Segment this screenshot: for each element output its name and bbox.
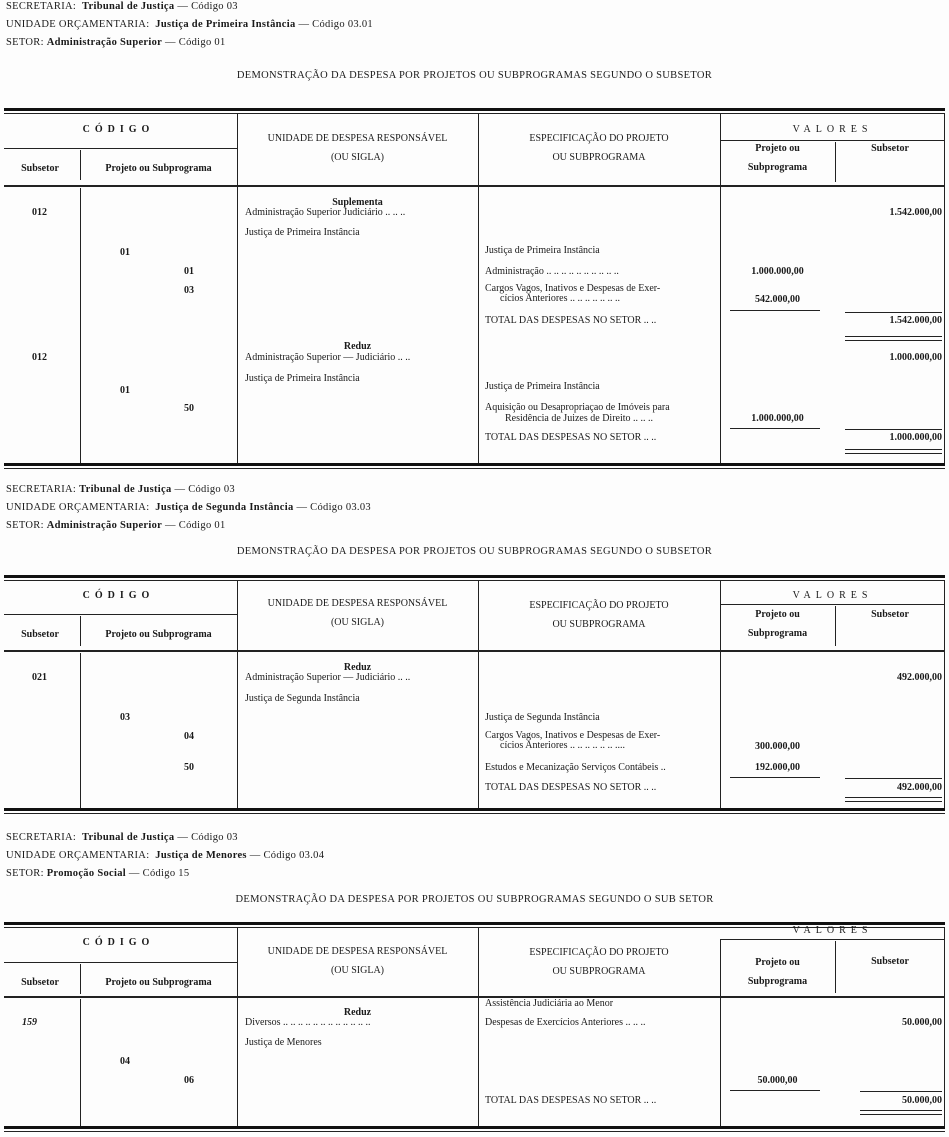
- unidade-text: Justiça de Primeira Instância: [245, 227, 360, 238]
- col-line: [944, 581, 945, 808]
- secretaria-code: — Código 03: [174, 484, 235, 495]
- header-projeto: Projeto ou Subprograma: [105, 163, 212, 174]
- spec-text: cícios Anteriores .. .. .. .. .. .. ....: [500, 740, 625, 751]
- unidade-text: Administração Superior — Judiciário .. ..: [245, 672, 411, 683]
- col-line: [80, 999, 81, 1126]
- unidade-code: — Código 03.03: [296, 502, 371, 513]
- divider: [4, 580, 945, 581]
- sum-line: [845, 312, 942, 313]
- projeto-code: 03: [120, 712, 130, 723]
- divider: [720, 140, 945, 141]
- subsetor-value: 1.542.000,00: [889, 207, 942, 218]
- projeto-value: 192.000,00: [755, 762, 800, 773]
- col-line: [835, 142, 836, 182]
- subprograma-code: 06: [184, 1075, 194, 1086]
- subsetor-value: 1.000.000,00: [889, 352, 942, 363]
- secretaria-line: [6, 1, 238, 13]
- header-subprograma: OU SUBPROGRAMA: [552, 152, 646, 163]
- setor-label: SETOR:: [6, 868, 44, 879]
- double-line: [845, 453, 942, 454]
- unidade-text: Administração Superior Judiciário .. .. ..: [245, 207, 406, 218]
- subprograma-code: 50: [184, 762, 194, 773]
- subprograma-code: 50: [184, 403, 194, 414]
- sum-line: [845, 429, 942, 430]
- subsetor-value: 50.000,00: [902, 1017, 942, 1028]
- col-line: [835, 606, 836, 646]
- secretaria-line: [6, 484, 235, 496]
- total-value: 50.000,00: [902, 1095, 942, 1106]
- header-unidade: UNIDADE DE DESPESA RESPONSÁVEL: [267, 133, 448, 144]
- secretaria-code: — Código 03: [177, 1, 238, 12]
- unidade-line: [6, 502, 371, 514]
- divider: [720, 604, 945, 605]
- header-subprograma: OU SUBPROGRAMA: [552, 966, 646, 977]
- secretaria-label: SECRETARIA:: [6, 1, 77, 12]
- projeto-value: 1.000.000,00: [751, 266, 804, 277]
- col-line: [80, 616, 81, 646]
- unidade-label: UNIDADE ORÇAMENTARIA:: [6, 502, 150, 513]
- setor-code: — Código 01: [165, 520, 226, 531]
- spec-text: Assistência Judiciária ao Menor: [485, 998, 614, 1009]
- divider: [4, 575, 945, 578]
- sum-line: [860, 1091, 942, 1092]
- subprograma-code: 04: [184, 731, 194, 742]
- header-val-projeto: Projeto ou: [755, 143, 800, 154]
- action-label: Suplementa: [332, 197, 383, 208]
- section-title: DEMONSTRAÇÃO DA DESPESA POR PROJETOS OU SUBPROGRAMAS SEGUNDO O SUBSETOR: [236, 546, 713, 557]
- header-subsetor: Subsetor: [21, 163, 59, 174]
- divider: [4, 108, 945, 111]
- col-line: [237, 928, 238, 1126]
- setor-line: [6, 520, 226, 532]
- col-line: [80, 150, 81, 180]
- double-line: [860, 1110, 942, 1111]
- divider: [4, 148, 237, 149]
- spec-text: Cargos Vagos, Inativos e Despesas de Exer-: [485, 730, 661, 741]
- col-line: [478, 581, 479, 808]
- secretaria-label: SECRETARIA:: [6, 832, 77, 843]
- subsetor-code: 012: [32, 352, 47, 363]
- double-line: [845, 449, 942, 450]
- header-subprograma: OU SUBPROGRAMA: [552, 619, 646, 630]
- total-value: 1.542.000,00: [889, 315, 942, 326]
- secretaria-code: — Código 03: [177, 832, 238, 843]
- col-line: [835, 941, 836, 993]
- secretaria-value: Tribunal de Justiça: [82, 832, 175, 843]
- divider: [4, 962, 237, 963]
- divider: [4, 1126, 945, 1129]
- setor-line: [6, 37, 226, 49]
- header-val-subprograma: Subprograma: [747, 628, 808, 639]
- divider: [4, 1131, 945, 1132]
- header-val-subsetor: Subsetor: [871, 143, 909, 154]
- header-unidade: UNIDADE DE DESPESA RESPONSÁVEL: [267, 598, 448, 609]
- projeto-code: 01: [120, 247, 130, 258]
- sum-line: [730, 777, 820, 778]
- section-title: DEMONSTRAÇÃO DA DESPESA POR PROJETOS OU SUBPROGRAMAS SEGUNDO O SUB SETOR: [235, 894, 714, 905]
- col-line: [720, 940, 721, 1126]
- sum-line: [730, 428, 820, 429]
- setor-code: — Código 15: [128, 868, 190, 879]
- projeto-value: 1.000.000,00: [751, 413, 804, 424]
- header-codigo: CÓDIGO: [82, 937, 155, 948]
- subsetor-value: 492.000,00: [897, 672, 942, 683]
- spec-text: Estudos e Mecanização Serviços Contábeis ..: [485, 762, 666, 773]
- projeto-code: 04: [120, 1056, 130, 1067]
- col-line: [944, 928, 945, 1126]
- header-val-projeto: Projeto ou: [755, 609, 800, 620]
- subprograma-code: 03: [184, 285, 194, 296]
- header-unidade-sigla: (OU SIGLA): [330, 965, 385, 976]
- divider: [4, 808, 945, 811]
- header-projeto: Projeto ou Subprograma: [105, 629, 212, 640]
- divider: [4, 113, 945, 114]
- total-label: TOTAL DAS DESPESAS NO SETOR .. ..: [485, 782, 657, 793]
- divider: [4, 614, 237, 615]
- subsetor-code: 159: [22, 1017, 37, 1028]
- double-line: [845, 801, 942, 802]
- unidade-line: [6, 19, 373, 31]
- setor-label: SETOR:: [6, 37, 44, 48]
- header-val-subprograma: Subprograma: [747, 162, 808, 173]
- col-line: [720, 114, 721, 463]
- setor-line: [6, 868, 189, 880]
- setor-value: Administração Superior: [46, 37, 163, 48]
- header-projeto: Projeto ou Subprograma: [105, 977, 212, 988]
- header-subsetor: Subsetor: [21, 977, 59, 988]
- header-valores: VALORES: [792, 124, 873, 135]
- projeto-value: 50.000,00: [757, 1075, 798, 1086]
- double-line: [845, 797, 942, 798]
- setor-value: Promoção Social: [46, 868, 126, 879]
- divider: [4, 468, 945, 469]
- sum-line: [845, 778, 942, 779]
- header-especificacao: ESPECIFICAÇÃO DO PROJETO: [529, 133, 669, 144]
- total-value: 1.000.000,00: [889, 432, 942, 443]
- divider: [4, 463, 945, 466]
- col-line: [80, 964, 81, 994]
- header-val-subprograma: Subprograma: [747, 976, 808, 987]
- spec-text: Administração .. .. .. .. .. .. .. .. .. ..: [485, 266, 619, 277]
- setor-code: — Código 01: [165, 37, 226, 48]
- header-unidade-sigla: (OU SIGLA): [330, 152, 385, 163]
- unidade-text: Administração Superior — Judiciário .. ..: [245, 352, 411, 363]
- header-valores: VALORES: [792, 590, 873, 601]
- unidade-text: Justiça de Segunda Instância: [245, 693, 360, 704]
- col-line: [478, 114, 479, 463]
- action-label: Reduz: [343, 341, 372, 352]
- unidade-code: — Código 03.04: [249, 850, 325, 861]
- spec-text: Justiça de Segunda Instância: [485, 712, 600, 723]
- total-label: TOTAL DAS DESPESAS NO SETOR .. ..: [485, 432, 657, 443]
- header-codigo: CÓDIGO: [82, 590, 155, 601]
- subsetor-code: 021: [32, 672, 47, 683]
- divider: [4, 185, 945, 187]
- header-val-projeto: Projeto ou: [755, 957, 800, 968]
- double-line: [860, 1114, 942, 1115]
- header-unidade: UNIDADE DE DESPESA RESPONSÁVEL: [267, 946, 448, 957]
- unidade-value: Justiça de Segunda Instância: [155, 502, 294, 513]
- spec-text: Residência de Juizes de Direito .. .. ..: [505, 413, 654, 424]
- col-line: [237, 581, 238, 808]
- total-value: 492.000,00: [897, 782, 942, 793]
- spec-text: cícios Anteriores .. .. .. .. .. .. ..: [500, 293, 620, 304]
- setor-value: Administração Superior: [46, 520, 163, 531]
- divider: [4, 996, 945, 998]
- col-line: [80, 188, 81, 463]
- action-label: Reduz: [343, 662, 372, 673]
- subprograma-code: 01: [184, 266, 194, 277]
- secretaria-value: Tribunal de Justiça: [82, 1, 175, 12]
- sum-line: [730, 1090, 820, 1091]
- col-line: [237, 114, 238, 463]
- spec-text: Aquisição ou Desapropriaçao de Imóveis para: [485, 402, 670, 413]
- spec-text: Justiça de Primeira Instância: [485, 245, 600, 256]
- col-line: [478, 928, 479, 1126]
- header-val-subsetor: Subsetor: [871, 956, 909, 967]
- total-label: TOTAL DAS DESPESAS NO SETOR .. ..: [485, 315, 657, 326]
- divider: [720, 939, 945, 940]
- header-subsetor: Subsetor: [21, 629, 59, 640]
- spec-text: Cargos Vagos, Inativos e Despesas de Exer-: [485, 283, 661, 294]
- spec-text: Justiça de Primeira Instância: [485, 381, 600, 392]
- secretaria-line: [6, 832, 238, 844]
- action-label: Reduz: [343, 1007, 372, 1018]
- section-title: DEMONSTRAÇÃO DA DESPESA POR PROJETOS OU SUBPROGRAMAS SEGUNDO O SUBSETOR: [236, 70, 713, 81]
- spec-text: Despesas de Exercícios Anteriores .. .. ..: [485, 1017, 646, 1028]
- col-line: [944, 114, 945, 463]
- header-valores: VALORES: [792, 925, 873, 936]
- unidade-label: UNIDADE ORÇAMENTARIA:: [6, 850, 150, 861]
- unidade-value: Justiça de Menores: [155, 850, 247, 861]
- col-line: [80, 653, 81, 808]
- unidade-text: Diversos .. .. .. .. .. .. .. .. .. .. .. ..: [245, 1017, 371, 1028]
- total-label: TOTAL DAS DESPESAS NO SETOR .. ..: [485, 1095, 657, 1106]
- unidade-text: Justiça de Primeira Instância: [245, 373, 360, 384]
- setor-label: SETOR:: [6, 520, 44, 531]
- projeto-value: 300.000,00: [755, 741, 800, 752]
- sum-line: [730, 310, 820, 311]
- header-val-subsetor: Subsetor: [871, 609, 909, 620]
- divider: [4, 813, 945, 814]
- divider: [4, 650, 945, 652]
- unidade-value: Justiça de Primeira Instância: [155, 19, 296, 30]
- subsetor-code: 012: [32, 207, 47, 218]
- header-especificacao: ESPECIFICAÇÃO DO PROJETO: [529, 947, 669, 958]
- projeto-code: 01: [120, 385, 130, 396]
- header-especificacao: ESPECIFICAÇÃO DO PROJETO: [529, 600, 669, 611]
- unidade-line: [6, 850, 324, 862]
- secretaria-label: SECRETARIA:: [6, 484, 77, 495]
- header-codigo: CÓDIGO: [82, 124, 155, 135]
- unidade-label: UNIDADE ORÇAMENTARIA:: [6, 19, 150, 30]
- double-line: [845, 336, 942, 337]
- secretaria-value: Tribunal de Justiça: [79, 484, 172, 495]
- header-unidade-sigla: (OU SIGLA): [330, 617, 385, 628]
- projeto-value: 542.000,00: [755, 294, 800, 305]
- unidade-code: — Código 03.01: [298, 19, 373, 30]
- double-line: [845, 340, 942, 341]
- unidade-text: Justiça de Menores: [245, 1037, 322, 1048]
